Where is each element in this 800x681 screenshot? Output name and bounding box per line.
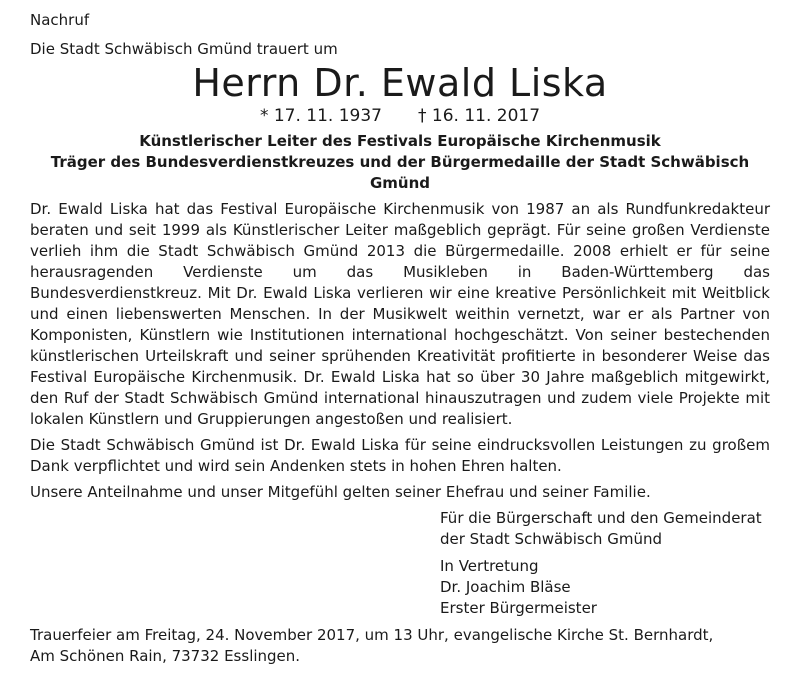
title-line: Künstlerischer Leiter des Festivals Europäische Kirchenmusik	[139, 132, 661, 150]
signature-line: Für die Bürgerschaft und den Gemeinderat	[440, 509, 762, 527]
honorary-titles	[30, 131, 770, 194]
funeral-line: Am Schönen Rain, 73732 Esslingen.	[30, 647, 301, 665]
signatory-name: Dr. Joachim Bläse	[440, 578, 571, 596]
funeral-details	[30, 625, 770, 667]
obituary-body	[30, 199, 770, 503]
death-date: † 16. 11. 2017	[418, 106, 541, 126]
funeral-line: Trauerfeier am Freitag, 24. November 2017, um 13 Uhr, evangelische Kirche St. Bernhardt,	[30, 626, 714, 644]
deceased-name: Herrn Dr. Ewald Liska	[192, 61, 608, 105]
signature-line: der Stadt Schwäbisch Gmünd	[440, 530, 662, 548]
life-dates	[30, 105, 770, 127]
body-paragraph: Unsere Anteilnahme und unser Mitgefühl gelten seiner Ehefrau und seiner Familie.	[30, 483, 651, 501]
intro-line: Die Stadt Schwäbisch Gmünd trauert um	[30, 40, 338, 58]
signature-line: In Vertretung	[440, 557, 539, 575]
signatory	[440, 556, 770, 619]
body-paragraph: Die Stadt Schwäbisch Gmünd ist Dr. Ewald Liska für seine eindrucksvollen Leistungen zu großem Dank verpflichtet und wird sein Andenken stets in hohen Ehren halten.	[30, 436, 770, 475]
signature-block	[440, 508, 770, 619]
on-behalf-of	[440, 508, 770, 550]
birth-date: * 17. 11. 1937	[259, 106, 382, 126]
signatory-title: Erster Bürgermeister	[440, 599, 597, 617]
title-line: Träger des Bundesverdienstkreuzes und der Bürgermedaille der Stadt Schwäbisch Gmünd	[50, 153, 750, 192]
body-paragraph: Dr. Ewald Liska hat das Festival Europäische Kirchenmusik von 1987 an als Rundfunkredakteur beraten und seit 1999 als Künstlerischer Leiter maßgeblich geprägt. Für seine großen Verdienste verlieh ihm die Stadt Schwäbisch Gmünd 2013 die Bürgermedaille. 2008 erhielt er für seine herausragenden Verdienste um das Musikleben in Baden-Württemberg das Bundesverdienstkreuz. Mit Dr. Ewald Liska verlieren wir eine kreative Persönlichkeit mit Weitblick und einen liebenswerten Menschen. In der Musikwelt weithin vernetzt, war er als Partner von Komponisten, Künstlern wie Institutionen international hochgeschätzt. Von seiner bestechenden künstlerischen Urteilskraft und seiner sprühenden Kreativität profitierte in besonderer Weise das Festival Europäische Kirchenmusik. Dr. Ewald Liska hat so über 30 Jahre maßgeblich mitgewirkt, den Ruf der Stadt Schwäbisch Gmünd international hinauszutragen und zudem viele Projekte mit lokalen Künstlern und Gruppierungen angestoßen und realisiert.	[30, 200, 770, 428]
notice-label: Nachruf	[30, 11, 90, 29]
